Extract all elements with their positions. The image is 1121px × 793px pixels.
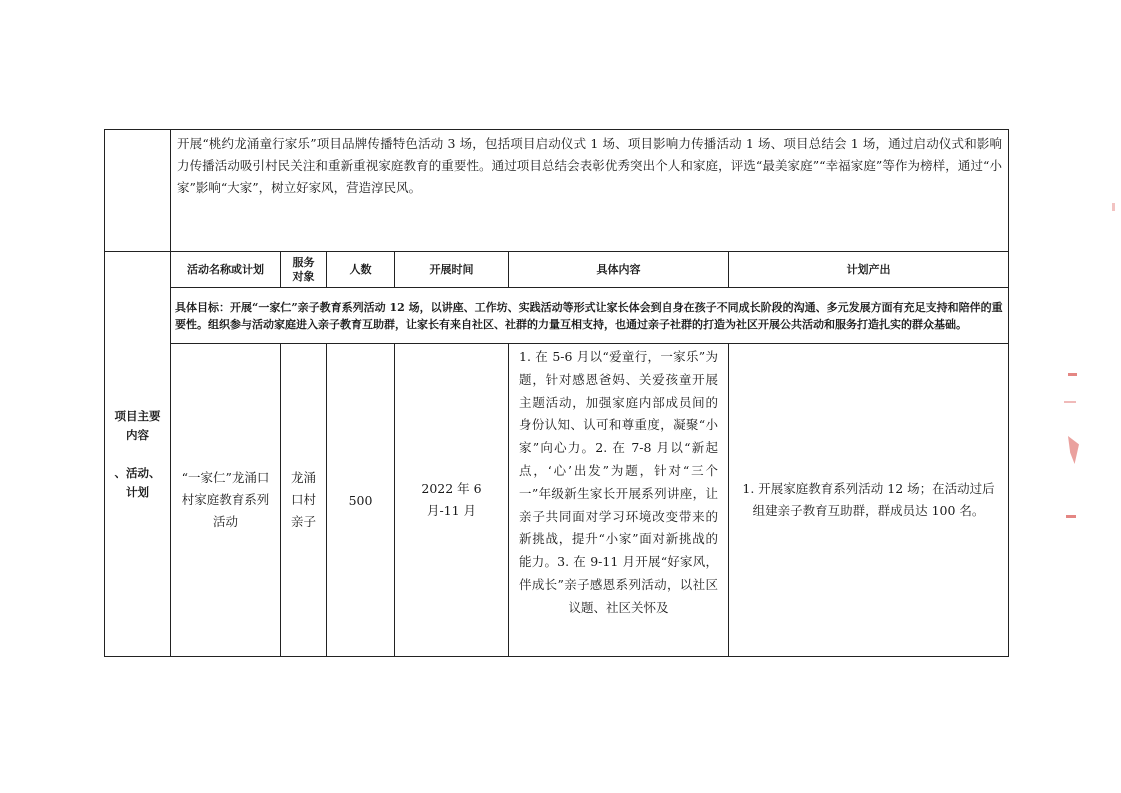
seal-mark-3	[1064, 401, 1076, 403]
header-output: 计划产出	[729, 252, 1009, 288]
seal-mark-5	[1066, 515, 1076, 518]
seal-mark-2	[1068, 373, 1077, 376]
activity-content-text: 1. 在 5-6 月以“爱童行，一家乐”为题，针对感恩爸妈、关爱孩童开展主题活动，加强家庭内部成员间的身份认知、认可和尊重度，凝聚“小家”向心力。2. 在 7-8 月以“新起点，‘心’出发”为题，针对“三个一”年级新生家长开展系列讲座，让亲子共同面对学习环境改变带来的新挑战，提升“小家”面对新挑战的能力。3. 在 9-11 月开展“好家风，伴成长”亲子感恩系列活动，以社区议题、社区关怀及	[519, 349, 718, 615]
intro-left-cell	[105, 130, 171, 252]
goal-text: 具体目标：开展“一家仁”亲子教育系列活动 12 场，以讲座、工作坊、实践活动等形式让家长体会到自身在孩子不同成长阶段的沟通、多元发展方面有充足支持和陪伴的重要性。组织参与活动家庭进入亲子教育互助群，让家长有来自社区、社群的力量互相支持，也通过亲子社群的打造为社区开展公共活动和服务打造扎实的群众基础。	[171, 288, 1009, 344]
section-label	[105, 252, 171, 657]
section-label-line4: 计划	[126, 484, 149, 499]
seal-mark-1	[1112, 203, 1115, 211]
schedule-time: 2022 年 6 月-11 月	[395, 344, 509, 657]
header-count: 人数	[327, 252, 395, 288]
header-time: 开展时间	[395, 252, 509, 288]
intro-row	[105, 130, 1009, 252]
header-content: 具体内容	[509, 252, 729, 288]
seal-mark-4	[1068, 436, 1079, 464]
header-name: 活动名称或计划	[171, 252, 281, 288]
header-row	[105, 252, 1009, 288]
plan-table	[104, 129, 1009, 657]
section-label-line1: 项目主要	[114, 408, 161, 423]
activity-name: “一家仁”龙涌口村家庭教育系列活动	[171, 344, 281, 657]
planned-output: 1. 开展家庭教育系列活动 12 场；在活动过后组建亲子教育互助群，群成员达 100 名。	[729, 344, 1009, 657]
participant-count: 500	[327, 344, 395, 657]
section-label-line2: 内容	[126, 427, 149, 442]
intro-text: 开展“桃约龙涌童行家乐”项目品牌传播特色活动 3 场，包括项目启动仪式 1 场、项目影响力传播活动 1 场、项目总结会 1 场，通过启动仪式和影响力传播活动吸引村民关注和重新重视家庭教育的重要性。通过项目总结会表彰优秀突出个人和家庭，评选“最美家庭”“幸福家庭”等作为榜样，通过“小家”影响“大家”，树立好家风，营造淳民风。	[171, 130, 1009, 252]
goal-row	[105, 288, 1009, 344]
section-label-line3: 、活动、	[114, 465, 161, 480]
header-target: 服务对象	[281, 252, 327, 288]
table-row	[105, 344, 1009, 657]
service-target: 龙涌口村亲子	[281, 344, 327, 657]
activity-content	[509, 344, 729, 657]
